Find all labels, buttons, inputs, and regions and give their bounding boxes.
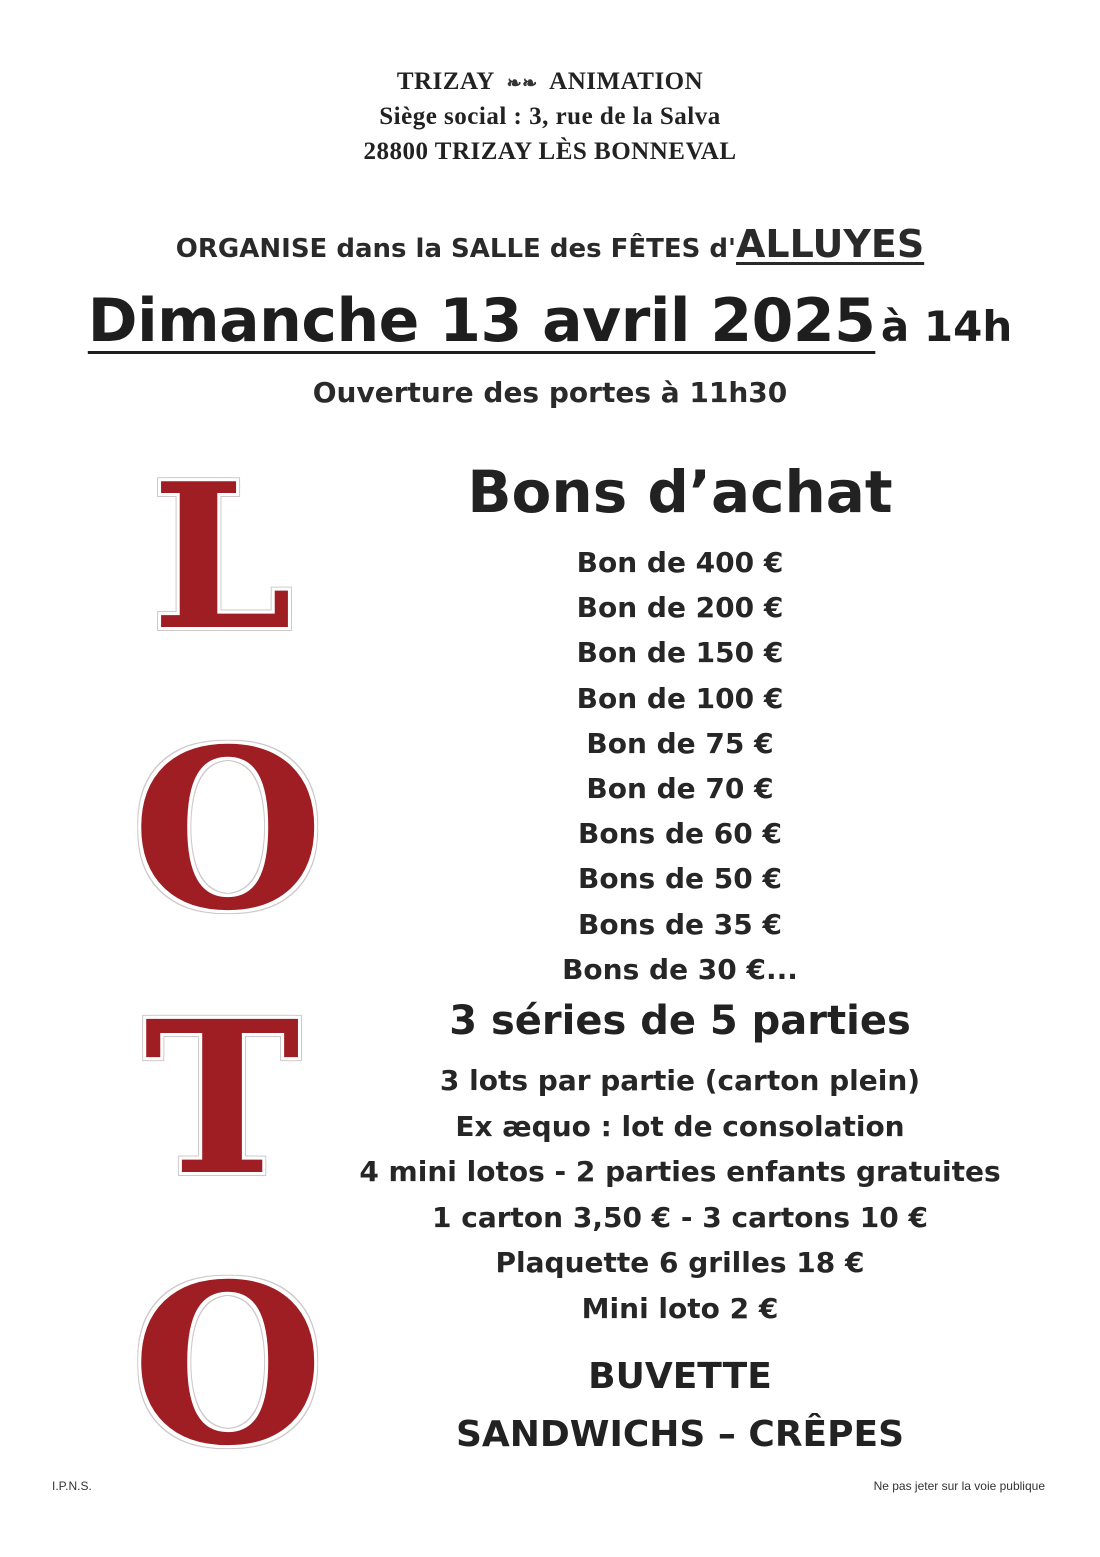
org-name-right: ANIMATION [549, 68, 704, 95]
game-detail: Ex æquo : lot de consolation [455, 1109, 905, 1143]
prize-item: Bons de 30 €... [562, 952, 798, 986]
loto-letter-l: L [151, 440, 293, 675]
prize-item: Bon de 75 € [586, 726, 774, 760]
address-line-2: 28800 TRIZAY LÈS BONNEVAL [363, 138, 737, 165]
prize-item: Bon de 70 € [586, 771, 774, 805]
event-place: ALLUYES [736, 222, 925, 266]
prize-item: Bon de 200 € [576, 591, 784, 625]
game-detail: 3 lots par partie (carton plein) [439, 1064, 921, 1097]
prize-item: Bons de 35 € [578, 907, 782, 941]
prize-item: Bon de 150 € [576, 636, 784, 670]
organise-text: ORGANISE dans la SALLE des FÊTES d' [175, 234, 736, 264]
loto-letter-o-second: O [132, 1235, 324, 1494]
event-time: à 14h [880, 302, 1013, 351]
footer-ipns: I.P.N.S. [52, 1479, 92, 1493]
event-date-line [0, 286, 1100, 356]
prize-item: Bons de 60 € [578, 817, 782, 851]
organise-line [0, 222, 1100, 266]
address-line-1: Siège social : 3, rue de la Salva [379, 103, 721, 130]
prize-item: Bons de 50 € [578, 862, 782, 896]
game-detail: Mini loto 2 € [581, 1291, 779, 1325]
buvette-label: BUVETTE [588, 1356, 772, 1397]
loto-letter-o-first: O [132, 700, 324, 959]
food-label: SANDWICHS – CRÊPES [455, 1414, 905, 1455]
prize-item: Bon de 400 € [576, 546, 784, 579]
game-details-list [340, 1058, 1020, 1331]
prize-list [340, 540, 1020, 992]
org-title [0, 68, 1100, 96]
doors-opening: Ouverture des portes à 11h30 [312, 376, 788, 409]
prize-item: Bon de 100 € [576, 681, 784, 715]
event-date: Dimanche 13 avril 2025 [87, 286, 876, 356]
org-name-left: TRIZAY [396, 68, 494, 95]
footer-disclaimer: Ne pas jeter sur la voie publique [873, 1479, 1045, 1493]
ornament-icon: ❧❧ [506, 73, 538, 93]
prizes-title: Bons d’achat [467, 458, 893, 526]
game-detail: 1 carton 3,50 € - 3 cartons 10 € [432, 1200, 928, 1234]
game-detail: Plaquette 6 grilles 18 € [495, 1246, 865, 1279]
loto-letter-t: T [143, 975, 301, 1222]
game-detail: 4 mini lotos - 2 parties enfants gratuites [359, 1155, 1001, 1188]
series-title: 3 séries de 5 parties [449, 998, 911, 1044]
